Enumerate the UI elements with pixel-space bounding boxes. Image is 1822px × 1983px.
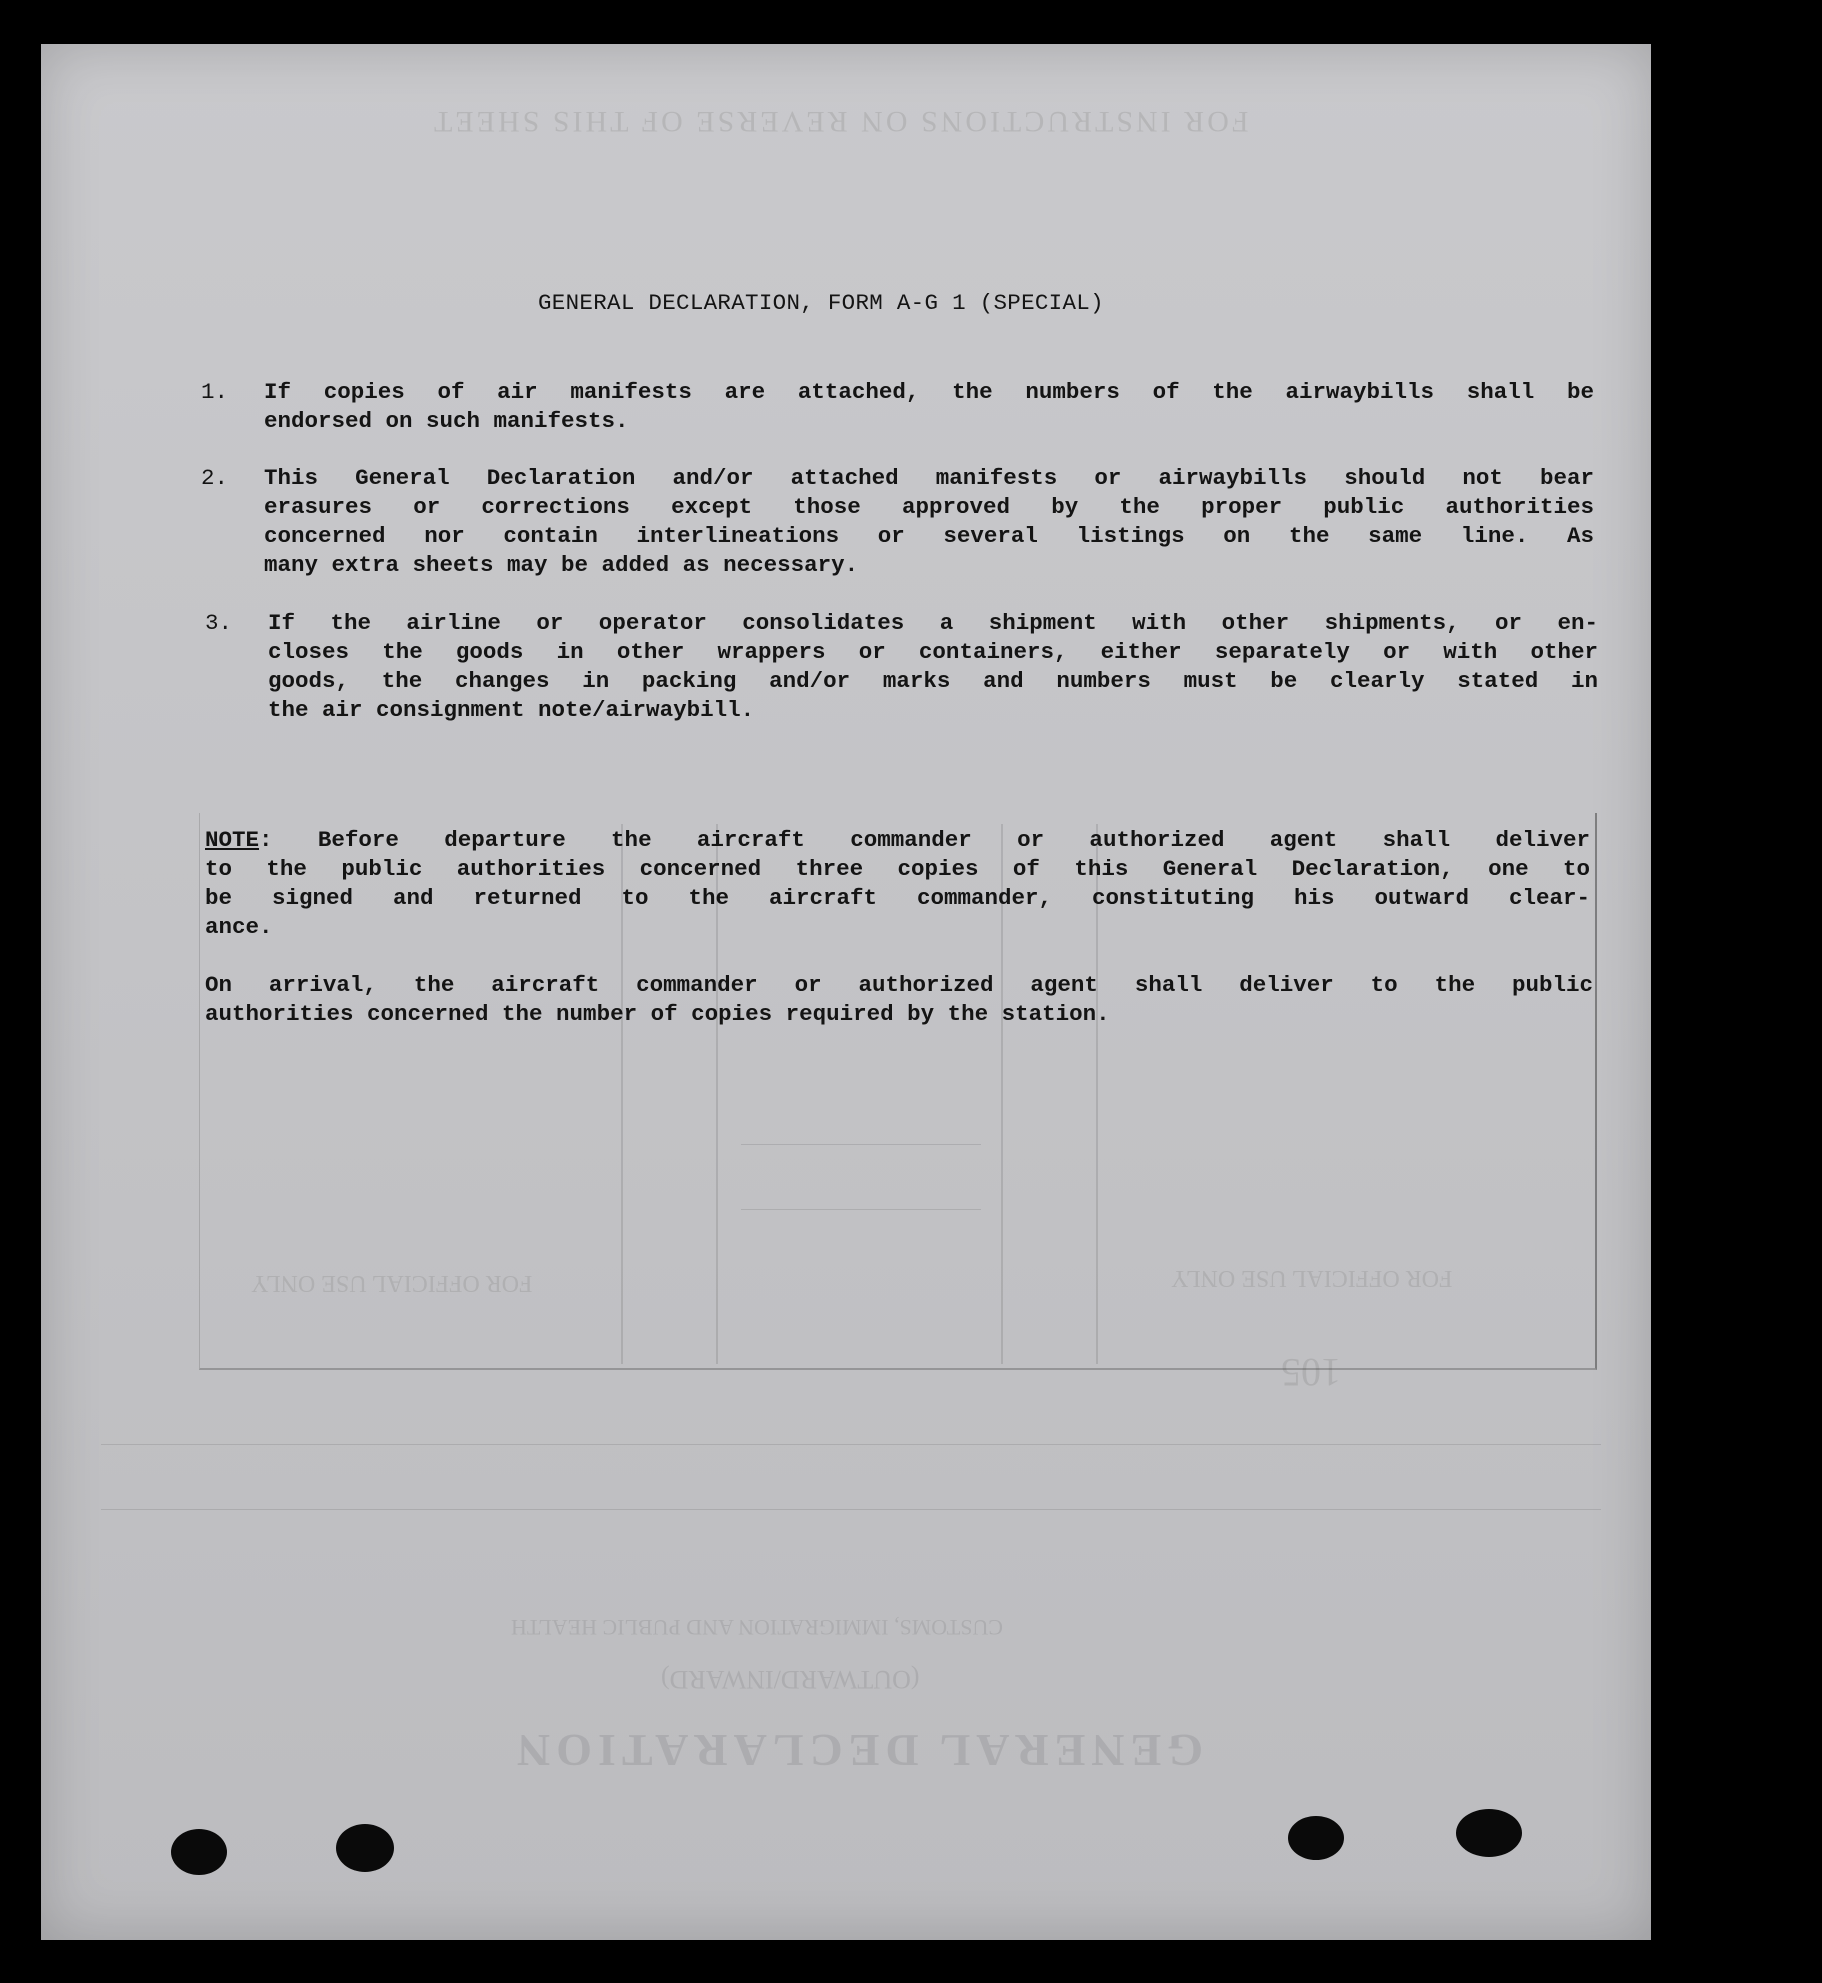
bleed-through-rule xyxy=(101,1444,1601,1445)
note-first-line xyxy=(205,826,1590,855)
bleed-through-subheading: (OUTWARD/INWARD) xyxy=(661,1665,920,1694)
item-line: goods, the changes in packing and/or marks and numbers must be clearly stated in xyxy=(268,668,1598,694)
bleed-through-official-use: FOR OFFICIAL USE ONLY xyxy=(1171,1265,1453,1291)
punch-hole xyxy=(336,1824,394,1872)
item-number: 3. xyxy=(205,610,233,636)
item-line: many extra sheets may be added as necessary. xyxy=(264,552,859,578)
item-text xyxy=(268,609,1598,725)
bleed-through-number: 105 xyxy=(1281,1350,1341,1395)
item-line: the air consignment note/airwaybill. xyxy=(268,697,755,723)
note-text xyxy=(205,826,1590,942)
punch-hole xyxy=(1288,1816,1344,1860)
item-line: If copies of air manifests are attached, the numbers of the airwaybills shall be xyxy=(264,379,1594,405)
note-line: Before departure the aircraft commander or authorized agent shall deliver xyxy=(272,827,1590,853)
note-colon: : xyxy=(259,827,273,853)
item-line: closes the goods in other wrappers or containers, either separately or with other xyxy=(268,639,1598,665)
arrival-text xyxy=(205,971,1593,1029)
item-text xyxy=(264,464,1594,580)
item-line: erasures or corrections except those approved by the proper public authorities xyxy=(264,494,1594,520)
punch-hole xyxy=(171,1829,227,1875)
punch-hole xyxy=(1456,1809,1522,1857)
item-number: 1. xyxy=(201,379,229,405)
item-text xyxy=(264,378,1594,436)
form-title: GENERAL DECLARATION, FORM A-G 1 (SPECIAL) xyxy=(538,290,1104,316)
note-line: to the public authorities concerned three copies of this General Declaration, one to xyxy=(205,856,1590,882)
item-line: endorsed on such manifests. xyxy=(264,408,629,434)
arrival-line: authorities concerned the number of copies required by the station. xyxy=(205,1001,1110,1027)
bleed-through-rule xyxy=(101,1509,1601,1510)
bleed-through-line: CUSTOMS, IMMIGRATION AND PUBLIC HEALTH xyxy=(511,1615,1003,1640)
bleed-through-header: FOR INSTRUCTIONS ON REVERSE OF THIS SHEET xyxy=(431,105,1249,138)
item-line: If the airline or operator consolidates a shipment with other shipments, or en- xyxy=(268,610,1598,636)
arrival-line: On arrival, the aircraft commander or authorized agent shall deliver to the public xyxy=(205,972,1593,998)
bleed-through-heading: GENERAL DECLARATION xyxy=(511,1725,1204,1776)
note-label: NOTE xyxy=(205,827,260,853)
document-sheet xyxy=(41,44,1651,1940)
item-line: concerned nor contain interlineations or several listings on the same line. As xyxy=(264,523,1594,549)
item-number: 2. xyxy=(201,465,229,491)
item-line: This General Declaration and/or attached manifests or airwaybills should not bear xyxy=(264,465,1594,491)
bleed-through-official-use-left: FOR OFFICIAL USE ONLY xyxy=(251,1270,533,1296)
note-line: be signed and returned to the aircraft commander, constituting his outward clear- xyxy=(205,885,1590,911)
note-line: ance. xyxy=(205,914,273,940)
